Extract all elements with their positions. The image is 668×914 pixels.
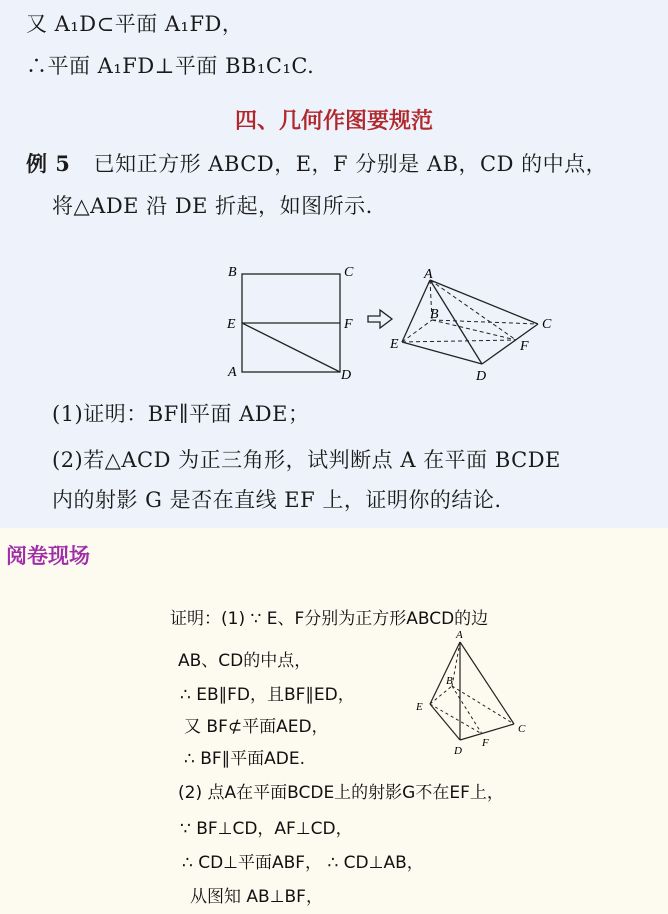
question-1: (1)证明：BF∥平面 ADE；: [52, 402, 310, 426]
proof-line-1: 又 A₁D⊂平面 A₁FD，: [26, 12, 244, 36]
hand-line-2: AB、CD的中点，: [178, 651, 312, 671]
hand-line-6: (2) 点A在平面BCDE上的射影G不在EF上，: [178, 783, 504, 803]
label-solid-D: D: [476, 369, 487, 384]
label-square-A: A: [228, 365, 237, 380]
proof-line-2: ∴平面 A₁FD⊥平面 BB₁C₁C.: [26, 54, 315, 78]
question-2-line-1: (2)若△ACD 为正三角形，试判断点 A 在平面 BCDE: [52, 448, 561, 472]
label-square-D: D: [341, 368, 352, 383]
hand-line-4: 又 BF⊄平面AED，: [184, 717, 329, 737]
arrow-icon: [368, 310, 392, 328]
label-solid-F: F: [520, 339, 529, 354]
hand-line-1: 证明：(1) ∵ E、F分别为正方形ABCD的边: [170, 609, 489, 629]
example-line-1: [26, 148, 607, 178]
folding-figure: [220, 262, 570, 387]
example-text-1: 已知正方形 ABCD，E，F 分别是 AB，CD 的中点，: [93, 152, 608, 176]
label-square-E: E: [227, 317, 236, 332]
hand-label-D: D: [454, 745, 462, 757]
label-solid-C: C: [542, 317, 552, 332]
folded-solid-figure: [389, 267, 552, 384]
hand-line-9: 从图知 AB⊥BF，: [190, 887, 323, 907]
square-figure: [226, 265, 354, 383]
hand-label-A: A: [456, 629, 463, 641]
example-label: 例 5: [26, 151, 71, 176]
review-title: 阅卷现场: [6, 544, 90, 568]
hand-line-5: ∴ BF∥平面ADE.: [184, 749, 306, 769]
hand-label-E: E: [416, 701, 423, 713]
hand-label-B: B: [446, 675, 453, 687]
question-2-line-2: 内的射影 G 是否在直线 EF 上，证明你的结论.: [52, 488, 502, 512]
label-square-B: B: [228, 265, 237, 280]
hand-label-F: F: [482, 737, 489, 749]
hand-line-7: ∵ BF⊥CD，AF⊥CD，: [180, 819, 353, 839]
example-line-2: 将△ADE 沿 DE 折起，如图所示.: [52, 194, 373, 218]
hand-line-8: ∴ CD⊥平面ABF， ∴ CD⊥AB，: [182, 853, 424, 873]
hand-line-3: ∴ EB∥FD，且BF∥ED，: [180, 685, 355, 705]
label-solid-A: A: [424, 267, 433, 282]
label-square-C: C: [344, 265, 354, 280]
hand-label-C: C: [518, 723, 526, 735]
hand-pyramid-figure: [410, 620, 540, 760]
label-square-F: F: [344, 317, 353, 332]
section-heading: 四、几何作图要规范: [234, 109, 433, 134]
label-solid-E: E: [390, 337, 399, 352]
label-solid-B: B: [430, 307, 439, 322]
